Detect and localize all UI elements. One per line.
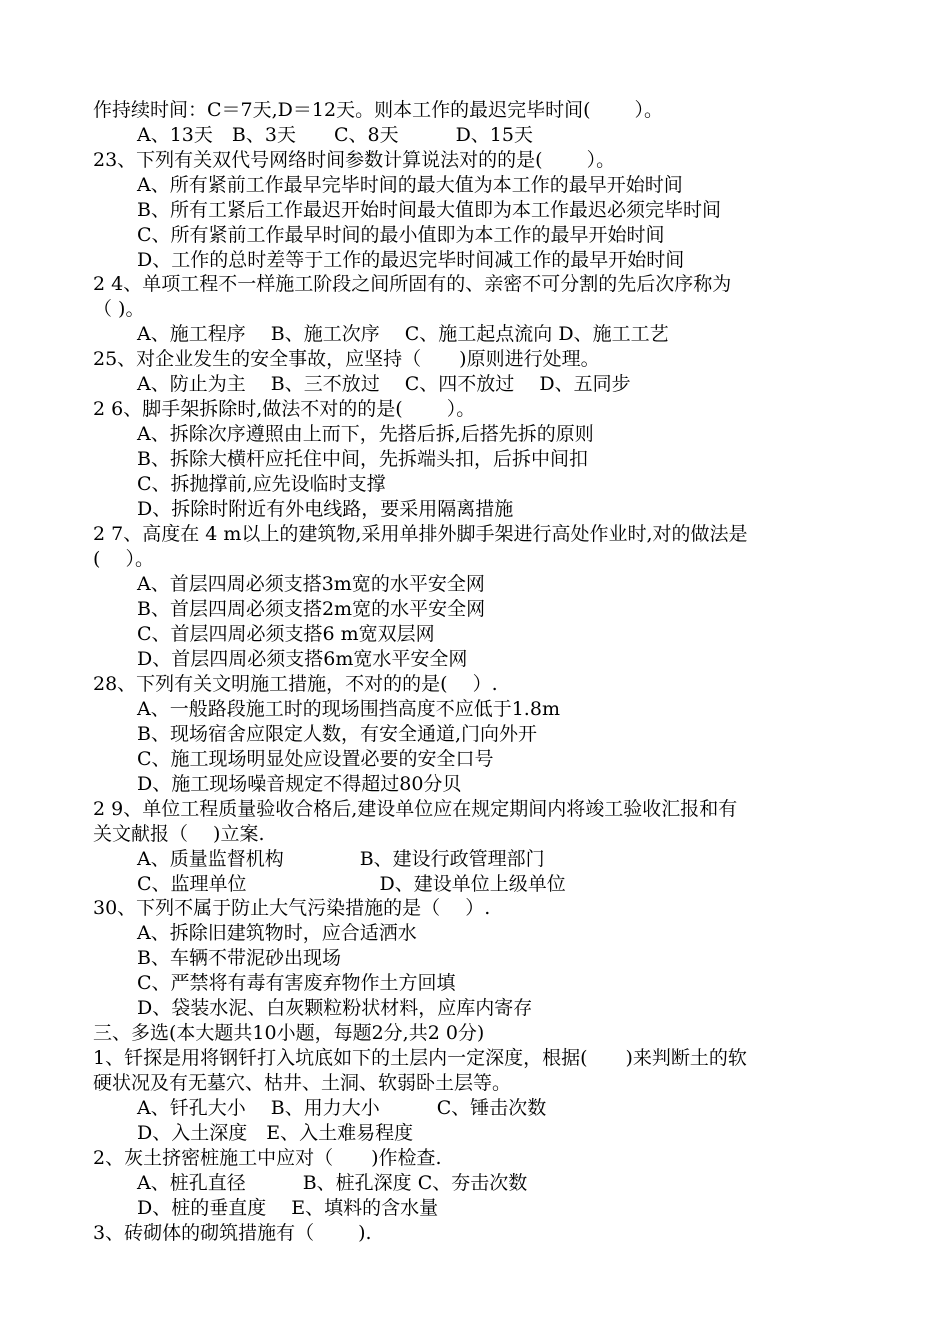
option-line: A、13天 B、3天 C、8天 D、15天 [137, 124, 533, 146]
option-line: A、防止为主 B、三不放过 C、四不放过 D、五同步 [137, 373, 631, 395]
option-line: A、质量监督机构 B、建设行政管理部门 [137, 848, 545, 870]
question-line: 23、下列有关双代号网络时间参数计算说法对的的是( ）。 [93, 149, 616, 171]
option-line: D、桩的垂直度 E、填料的含水量 [137, 1197, 439, 1219]
question-line: 关文献报（ )立案. [93, 823, 265, 845]
option-line: A、拆除次序遵照由上而下，先搭后拆,后搭先拆的原则 [137, 423, 594, 445]
question-line: 30、下列不属于防止大气污染措施的是（ ）. [93, 897, 491, 919]
option-line: C、严禁将有毒有害废弃物作土方回填 [137, 972, 456, 994]
question-line: 28、下列有关文明施工措施，不对的的是( ）. [93, 673, 498, 695]
option-line: B、现场宿舍应限定人数，有安全通道,门向外开 [137, 723, 538, 745]
option-line: B、拆除大横杆应托住中间，先拆端头扣，后拆中间扣 [137, 448, 588, 470]
option-line: D、拆除时附近有外电线路，要采用隔离措施 [137, 498, 514, 520]
question-line: 2 7、高度在 4 m以上的建筑物,采用单排外脚手架进行高处作业时,对的做法是 [93, 523, 748, 545]
option-line: A、一般路段施工时的现场围挡高度不应低于1.8m [137, 698, 560, 720]
text-line: 作持续时间：C＝7天,D＝12天。则本工作的最迟完毕时间( ）。 [93, 99, 664, 121]
option-line: C、首层四周必须支搭6 m宽双层网 [137, 623, 435, 645]
question-line: ( ）。 [93, 548, 154, 570]
question-line: 3、砖砌体的砌筑措施有（ ). [93, 1222, 372, 1244]
option-line: B、所有工紧后工作最迟开始时间最大值即为本工作最迟必须完毕时间 [137, 199, 721, 221]
option-line: C、监理单位 D、建设单位上级单位 [137, 873, 566, 895]
option-line: D、首层四周必须支搭6m宽水平安全网 [137, 648, 468, 670]
option-line: A、首层四周必须支搭3m宽的水平安全网 [137, 573, 485, 595]
option-line: D、施工现场噪音规定不得超过80分贝 [137, 773, 462, 795]
option-line: A、施工程序 B、施工次序 C、施工起点流向 D、施工工艺 [137, 323, 669, 345]
question-line: 25、对企业发生的安全事故，应坚持（ )原则进行处理。 [93, 348, 600, 370]
question-line: 1、钎探是用将钢钎打入坑底如下的土层内一定深度，根据( )来判断土的软 [93, 1047, 747, 1069]
option-line: A、拆除旧建筑物时，应合适洒水 [137, 922, 417, 944]
question-line: 2 9、单位工程质量验收合格后,建设单位应在规定期间内将竣工验收汇报和有 [93, 798, 738, 820]
option-line: D、入土深度 E、入土难易程度 [137, 1122, 414, 1144]
question-line: 2 4、单项工程不一样施工阶段之间所固有的、亲密不可分割的先后次序称为 [93, 273, 732, 295]
option-line: C、施工现场明显处应设置必要的安全口号 [137, 748, 494, 770]
question-line: （ )。 [93, 298, 145, 320]
option-line: D、工作的总时差等于工作的最迟完毕时间减工作的最早开始时间 [137, 249, 685, 271]
question-line: 硬状况及有无墓穴、枯井、土洞、软弱卧土层等。 [93, 1072, 512, 1094]
question-line: 2 6、脚手架拆除时,做法不对的的是( ）。 [93, 398, 476, 420]
option-line: A、钎孔大小 B、用力大小 C、锤击次数 [137, 1097, 547, 1119]
option-line: C、所有紧前工作最早时间的最小值即为本工作的最早开始时间 [137, 224, 665, 246]
option-line: A、所有紧前工作最早完毕时间的最大值为本工作的最早开始时间 [137, 174, 683, 196]
option-line: A、桩孔直径 B、桩孔深度 C、夯击次数 [137, 1172, 528, 1194]
option-line: B、车辆不带泥砂出现场 [137, 947, 341, 969]
section-heading: 三、多选(本大题共10小题，每题2分,共2 0分) [93, 1022, 485, 1044]
option-line: B、首层四周必须支搭2m宽的水平安全网 [137, 598, 486, 620]
question-line: 2、灰土挤密桩施工中应对（ )作检查. [93, 1147, 442, 1169]
option-line: C、拆抛撑前,应先设临时支撑 [137, 473, 386, 495]
option-line: D、袋装水泥、白灰颗粒粉状材料，应库内寄存 [137, 997, 533, 1019]
